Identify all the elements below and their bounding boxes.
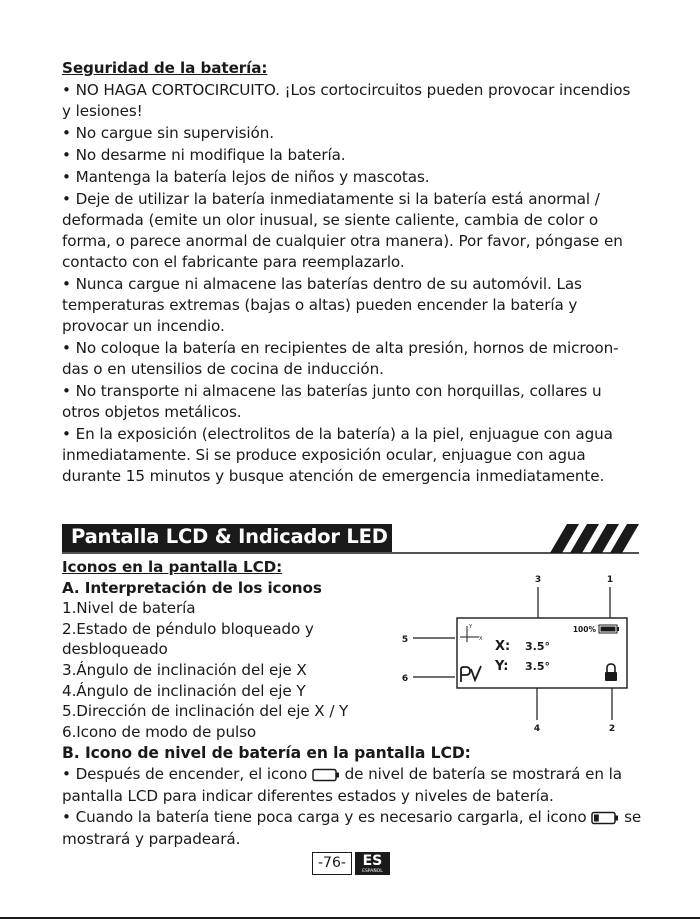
y-axis-label: Y:	[495, 659, 509, 674]
battery-safety-section	[62, 58, 642, 488]
safety-title: Seguridad de la batería:	[62, 59, 268, 77]
paragraph-1-end: de nivel de batería se mostrará en la pantalla LCD para indicar diferentes estados y niveles de batería.	[62, 765, 622, 805]
language-code: ES	[362, 853, 383, 869]
icon-list-item: desbloqueado	[62, 640, 168, 659]
icon-list-item: 6.Icono de modo de pulso	[62, 722, 257, 741]
safety-item: • Nunca cargue ni almacene las baterías dentro de su automóvil. Las temperaturas extremas (bajas o altas) pueden encender la batería y provocar un incendio.	[62, 275, 582, 335]
battery-paragraph-2	[62, 807, 652, 850]
safety-item: • En la exposición (electrolitos de la batería) a la piel, enjuague con agua inmediatamente. Si se produce exposición ocular, enjuague con agua durante 15 minutos y busque atención de emergencia inmediatamente.	[62, 425, 613, 485]
callout-2: 2	[608, 724, 616, 734]
axis-x-label: X	[479, 636, 483, 642]
icon-list-item: 2.Estado de péndulo bloqueado y	[62, 619, 314, 638]
y-axis-value: 3.5°	[525, 660, 550, 673]
paragraph-1-start: • Después de encender, el icono	[62, 765, 308, 784]
language-badge	[355, 852, 390, 875]
language-name: ESPAÑOL	[362, 869, 383, 874]
bottom-rule	[0, 917, 700, 919]
battery-low-icon	[591, 811, 619, 825]
safety-item: • No coloque la batería en recipientes de alta presión, hornos de microon-das o en utensilios de cocina de inducción.	[62, 339, 619, 378]
battery-paragraph-1	[62, 764, 652, 807]
lcd-diagram	[395, 570, 635, 740]
paragraph-2-start: • Cuando la batería tiene poca carga y es necesario cargarla, el icono	[62, 808, 587, 827]
x-axis-value: 3.5°	[525, 640, 550, 653]
axis-y-label: Y	[469, 624, 473, 630]
callout-4: 4	[533, 724, 541, 734]
callout-6: 6	[401, 674, 409, 684]
safety-item: • NO HAGA CORTOCIRCUITO. ¡Los cortocircuitos pueden provocar incendios y lesiones!	[62, 81, 631, 120]
battery-percent: 100%	[572, 625, 596, 634]
section-banner	[62, 522, 639, 554]
lcd-icons-section	[62, 557, 348, 742]
safety-item: • No cargue sin supervisión.	[62, 124, 274, 142]
paragraph-2-end: se mostrará y parpadeará.	[62, 808, 642, 848]
heading-b: B. Icono de nivel de batería en la pantalla LCD:	[62, 744, 471, 762]
battery-empty-icon	[312, 768, 340, 782]
lcd-subtitle: Iconos en la pantalla LCD:	[62, 558, 283, 576]
safety-item: • Mantenga la batería lejos de niños y mascotas.	[62, 168, 430, 186]
battery-level-section	[62, 743, 652, 850]
safety-item: • No transporte ni almacene las baterías junto con horquillas, collares u otros objetos metálicos.	[62, 382, 602, 421]
callout-1: 1	[606, 575, 614, 585]
banner-title: Pantalla LCD & Indicador LED	[71, 525, 388, 548]
icon-list-item: 5.Dirección de inclinación del eje X / Y	[62, 702, 349, 721]
icon-list-item: 3.Ángulo de inclinación del eje X	[62, 660, 307, 679]
icon-list-item: 4.Ángulo de inclinación del eje Y	[62, 681, 306, 700]
x-axis-label: X:	[495, 639, 511, 654]
page-footer	[312, 852, 390, 875]
icon-list-item: 1.Nivel de batería	[62, 599, 196, 618]
safety-item: • Deje de utilizar la batería inmediatamente si la batería está anormal / deformada (emite un olor inusual, se siente caliente, cambia de color o forma, o parece anormal de cualquier otra manera). Por favor, póngase en contacto con el fabricante para reemplazarlo.	[62, 190, 623, 271]
safety-item: • No desarme ni modifique la batería.	[62, 146, 346, 164]
page-number: -76-	[312, 852, 352, 875]
banner-stripes	[62, 522, 639, 554]
callout-5: 5	[401, 635, 409, 645]
heading-a: A. Interpretación de los iconos	[62, 578, 322, 597]
callout-3: 3	[534, 575, 542, 585]
